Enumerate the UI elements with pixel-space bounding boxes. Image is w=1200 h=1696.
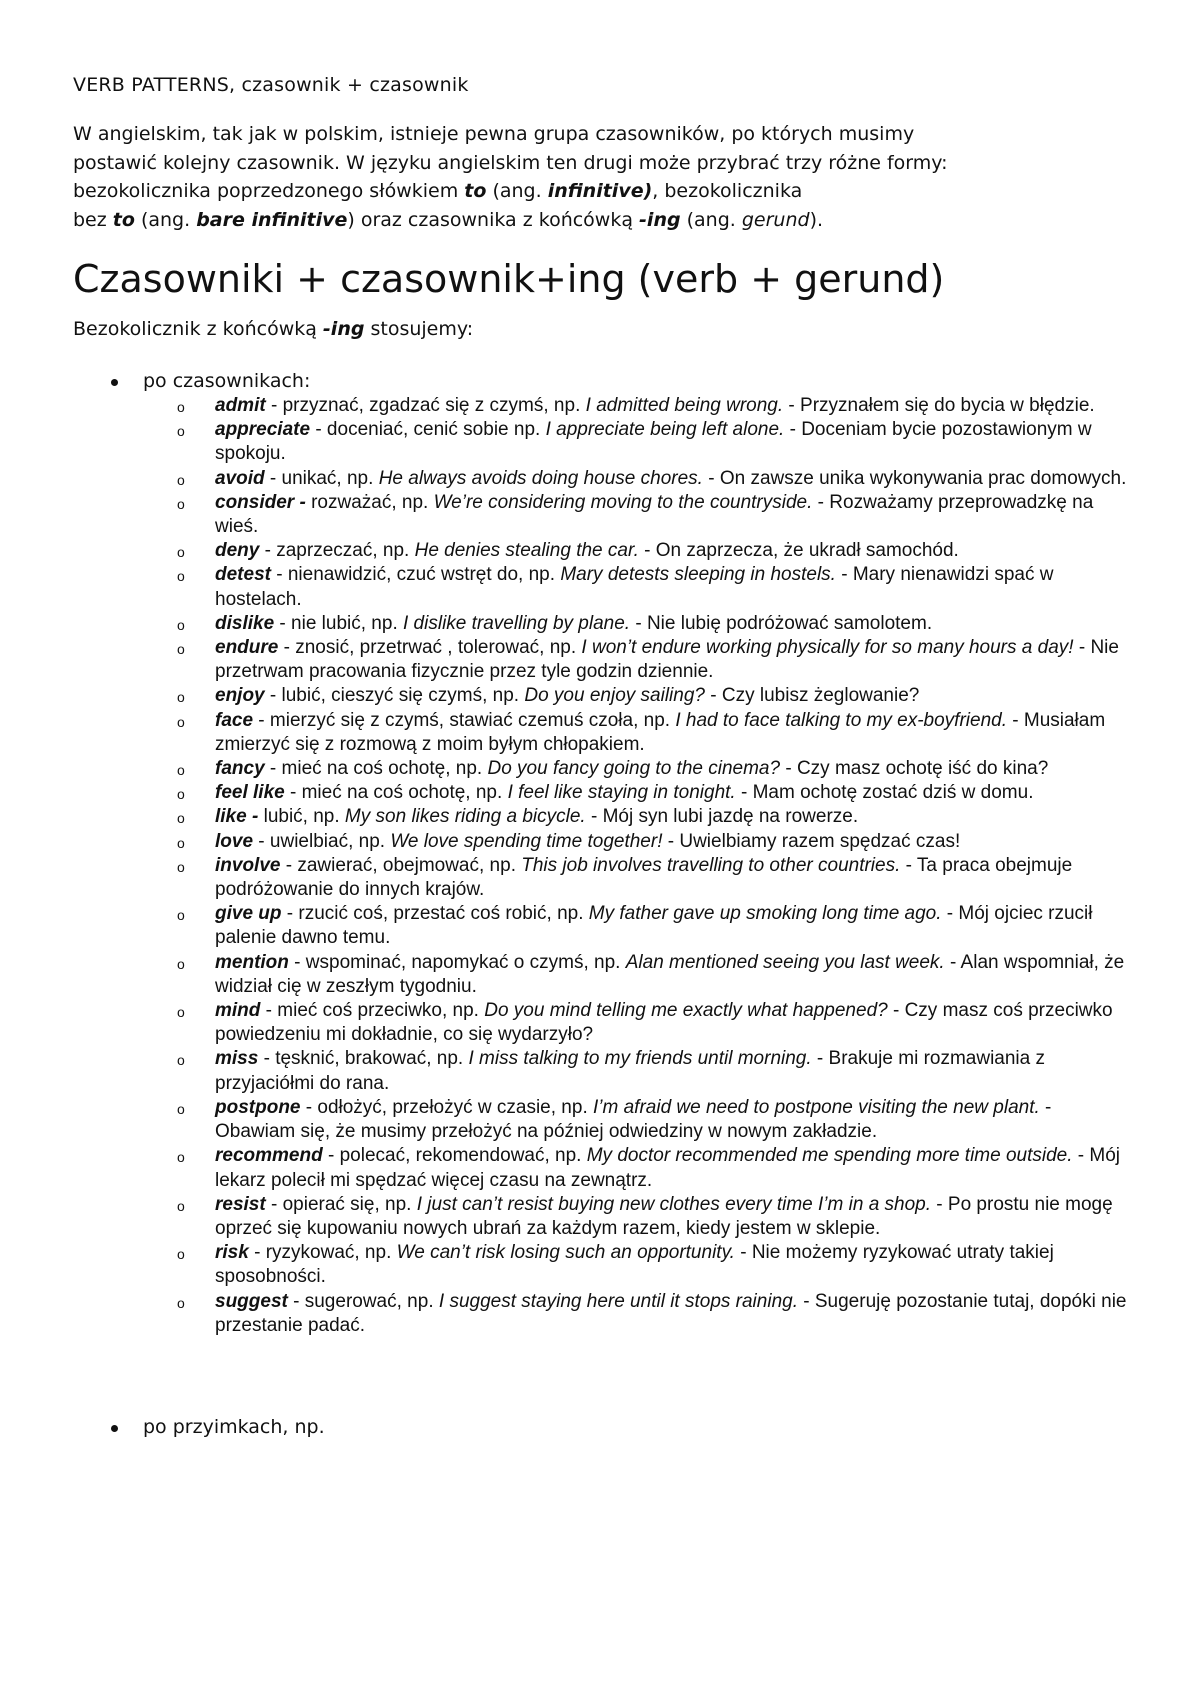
- verb-meaning: - odłożyć, przełożyć w czasie, np.: [300, 1096, 593, 1118]
- verb-translation: - Uwielbiamy razem spędzać czas!: [662, 830, 961, 852]
- verb-meaning: - opierać się, np.: [265, 1193, 417, 1215]
- verb-list-item: [143, 394, 1133, 418]
- verb-translation: - Nie możemy ryzykować utraty takiej sposobności.: [215, 1242, 1054, 1288]
- verb-list-item: [143, 757, 1133, 781]
- sub-bullet-icon: o: [177, 858, 185, 875]
- verb-example: My son likes riding a bicycle.: [344, 806, 586, 828]
- verb-translation: - Musiałam zmierzyć się z rozmową z moim byłym chłopakiem.: [215, 709, 1106, 755]
- verb-translation: - On zawsze unika wykonywania prac domowych.: [702, 467, 1127, 489]
- bullet-icon: [111, 379, 118, 386]
- verb-list-item: [143, 951, 1133, 999]
- verb-example: My doctor recommended me spending more time outside.: [586, 1145, 1073, 1167]
- verb-meaning: - mieć na coś ochotę, np.: [264, 758, 488, 780]
- verb-term: fancy: [215, 758, 265, 780]
- verb-term: avoid: [215, 467, 265, 489]
- verb-example: This job involves travelling to other countries.: [521, 854, 901, 876]
- verb-example: I just can’t resist buying new clothes every time I’m in a shop.: [416, 1193, 932, 1215]
- verb-translation: - Czy masz coś przeciwko powiedzeniu mi dokładnie, co się wydarzyło?: [215, 1000, 1113, 1046]
- verb-meaning: - nie lubić, np.: [274, 612, 403, 634]
- verb-meaning: - tęsknić, brakować, np.: [258, 1048, 469, 1070]
- verb-meaning: - mieć na coś ochotę, np.: [284, 782, 508, 804]
- verb-term: detest: [215, 564, 271, 586]
- intro-line: bezokolicznika poprzedzonego słówkiem to (ang. infinitive), bezokolicznika: [73, 180, 803, 202]
- sub-bullet-icon: o: [177, 907, 185, 924]
- usage-item-verbs: [73, 370, 1133, 1338]
- verb-example: He denies stealing the car.: [414, 540, 639, 562]
- verb-meaning: - zaprzeczać, np.: [259, 540, 415, 562]
- usage-item-prepositions: [73, 1416, 1133, 1438]
- verb-list-item: [143, 854, 1133, 902]
- verb-list-item: [143, 805, 1133, 829]
- verb-translation: - Mój ojciec rzucił palenie dawno temu.: [215, 903, 1093, 949]
- verb-translation: - Mary nienawidzi spać w hostelach.: [215, 564, 1054, 610]
- verb-example: I suggest staying here until it stops raining.: [438, 1290, 798, 1312]
- verb-example: I appreciate being left alone.: [545, 419, 785, 441]
- verb-term: love: [215, 830, 254, 852]
- verb-example: We love spending time together!: [390, 830, 663, 852]
- verb-example: My father gave up smoking long time ago.: [588, 903, 942, 925]
- sub-bullet-icon: o: [177, 689, 185, 706]
- verb-translation: - Obawiam się, że musimy przełożyć na później odwiedziny w nowym zakładzie.: [215, 1096, 1052, 1143]
- verb-list-item: [143, 999, 1133, 1047]
- sub-bullet-icon: o: [177, 423, 185, 440]
- verb-translation: - Nie lubię podróżować samolotem.: [630, 612, 933, 634]
- verb-meaning: lubić, np.: [258, 806, 345, 828]
- verb-meaning: - sugerować, np.: [287, 1290, 439, 1312]
- verb-translation: - Czy masz ochotę iść do kina?: [780, 758, 1049, 780]
- verb-translation: - Alan wspomniał, że widział cię w zeszłym tygodniu.: [215, 951, 1125, 997]
- usage-item-label: po przyimkach, np.: [143, 1415, 325, 1438]
- verb-term: suggest: [215, 1290, 288, 1312]
- sub-bullet-icon: o: [177, 568, 185, 585]
- verb-translation: - Nie przetrwam pracowania fizycznie przez tyle godzin dziennie.: [215, 637, 1119, 683]
- verb-list-item: [143, 563, 1133, 611]
- sub-bullet-icon: o: [177, 399, 185, 415]
- term-to: to: [464, 180, 487, 202]
- term-ing: -ing: [322, 318, 365, 340]
- verb-term: resist: [215, 1193, 266, 1215]
- sub-bullet-icon: o: [177, 1246, 185, 1263]
- verb-term: postpone: [215, 1096, 301, 1118]
- sub-bullet-icon: o: [177, 495, 185, 512]
- term-gerund: gerund: [741, 208, 810, 231]
- usage-item-label: po czasownikach:: [143, 370, 311, 392]
- verb-translation: - Mój syn lubi jazdę na rowerze.: [585, 806, 859, 828]
- verb-example: He always avoids doing house chores.: [378, 467, 703, 489]
- document-page: [73, 74, 1133, 1438]
- sub-bullet-icon: o: [177, 762, 185, 779]
- verb-list-item: [143, 1241, 1133, 1289]
- verb-translation: - On zaprzecza, że ukradł samochód.: [638, 540, 959, 562]
- verb-list-item: [143, 539, 1133, 563]
- verb-meaning: - unikać, np.: [264, 467, 379, 489]
- sub-bullet-icon: o: [177, 544, 185, 561]
- sub-bullet-icon: o: [177, 713, 185, 730]
- verb-translation: - Przyznałem się do bycia w błędzie.: [783, 395, 1095, 416]
- verb-example: I had to face talking to my ex-boyfriend.: [675, 709, 1007, 731]
- verb-example: Do you mind telling me exactly what happened?: [484, 1000, 888, 1022]
- verb-meaning: - lubić, cieszyć się czymś, np.: [264, 685, 525, 707]
- sub-bullet-icon: o: [177, 1197, 185, 1214]
- document-title: VERB PATTERNS, czasownik + czasownik: [73, 74, 469, 96]
- section-heading: Czasowniki + czasownik+ing (verb + gerund): [73, 257, 945, 301]
- sub-bullet-icon: o: [177, 955, 185, 972]
- verb-list-item: [143, 781, 1133, 805]
- verb-list-item: [143, 1193, 1133, 1241]
- bullet-icon: [111, 1425, 118, 1432]
- verb-meaning: - polecać, rekomendować, np.: [322, 1145, 587, 1167]
- verb-term: endure: [215, 637, 279, 659]
- verb-term: miss: [215, 1048, 259, 1070]
- verb-meaning: - uwielbiać, np.: [253, 830, 391, 852]
- verb-list-item: [143, 1096, 1133, 1144]
- verb-example: I won’t endure working physically for so many hours a day!: [581, 637, 1074, 659]
- sub-bullet-icon: o: [177, 810, 185, 827]
- verb-list-item: [143, 491, 1133, 539]
- verb-example: We can’t risk losing such an opportunity.: [396, 1242, 735, 1264]
- verb-example: Do you enjoy sailing?: [524, 685, 705, 707]
- verb-meaning: - mierzyć się z czymś, stawiać czemuś czoła, np.: [253, 709, 676, 731]
- verb-list-item: [143, 418, 1133, 466]
- sub-bullet-icon: o: [177, 1052, 185, 1069]
- sub-bullet-icon: o: [177, 616, 185, 633]
- verb-term: appreciate: [215, 419, 311, 441]
- verb-list-item: [143, 636, 1133, 684]
- verb-meaning: - doceniać, cenić sobie np.: [310, 419, 546, 441]
- verb-term: dislike: [215, 612, 275, 634]
- verb-term: mention: [215, 951, 289, 973]
- verb-list-item: [143, 1144, 1133, 1192]
- verb-example: Mary detests sleeping in hostels.: [560, 564, 836, 586]
- verb-list-item: [143, 612, 1133, 636]
- verb-list-item: [143, 1290, 1133, 1338]
- verb-term: recommend: [215, 1145, 323, 1167]
- verb-meaning: - nienawidzić, czuć wstręt do, np.: [270, 564, 561, 586]
- verb-term: enjoy: [215, 685, 265, 707]
- sub-bullet-icon: o: [177, 1149, 185, 1166]
- verb-term: give up: [215, 903, 282, 925]
- verb-list: [143, 394, 1133, 1338]
- verb-list-item: [143, 709, 1133, 757]
- verb-list-item: [143, 684, 1133, 708]
- verb-meaning: - rzucić coś, przestać coś robić, np.: [281, 903, 589, 925]
- verb-example: Alan mentioned seeing you last week.: [625, 951, 945, 973]
- verb-example: I feel like staying in tonight.: [507, 782, 736, 804]
- verb-example: We’re considering moving to the countryside.: [433, 491, 813, 513]
- verb-list-item: [143, 1047, 1133, 1095]
- intro-line: postawić kolejny czasownik. W języku angielskim ten drugi może przybrać trzy różne formy:: [73, 151, 948, 174]
- sub-bullet-icon: o: [177, 1100, 185, 1117]
- verb-meaning: - znosić, przetrwać , tolerować, np.: [278, 637, 582, 659]
- verb-translation: - Ta praca obejmuje podróżowanie do innych krajów.: [215, 854, 1073, 901]
- intro-line: bez to (ang. bare infinitive) oraz czasownika z końcówką -ing (ang. gerund).: [73, 208, 824, 231]
- term-infinitive: infinitive): [547, 180, 653, 202]
- verb-translation: - Mam ochotę zostać dziś w domu.: [735, 782, 1034, 804]
- verb-example: I admitted being wrong.: [585, 395, 784, 416]
- verb-meaning: - mieć coś przeciwko, np.: [260, 1000, 485, 1022]
- sub-bullet-icon: o: [177, 1004, 185, 1021]
- verb-term: admit: [215, 395, 266, 416]
- verb-term: risk: [215, 1242, 249, 1264]
- verb-meaning: - ryzykować, np.: [248, 1242, 397, 1264]
- verb-list-item: [143, 467, 1133, 491]
- verb-translation: - Sugeruję pozostanie tutaj, dopóki nie przestanie padać.: [215, 1290, 1127, 1336]
- verb-term: involve: [215, 854, 281, 876]
- verb-example: I miss talking to my friends until morning.: [468, 1048, 812, 1070]
- verb-meaning: - zawierać, obejmować, np.: [280, 854, 522, 876]
- verb-term: consider -: [215, 491, 306, 513]
- sub-bullet-icon: o: [177, 471, 185, 488]
- verb-example: I dislike travelling by plane.: [403, 612, 631, 634]
- term-bare-infinitive: bare infinitive: [196, 208, 348, 231]
- verb-term: like -: [215, 806, 259, 828]
- verb-translation: - Mój lekarz polecił mi spędzać więcej czasu na zewnątrz.: [215, 1145, 1121, 1191]
- verb-meaning: - przyznać, zgadzać się z czymś, np.: [265, 395, 586, 416]
- verb-translation: - Czy lubisz żeglowanie?: [704, 685, 920, 707]
- sub-bullet-icon: o: [177, 834, 185, 851]
- verb-translation: - Po prostu nie mogę oprzeć się kupowaniu nowych ubrań za każdym razem, kiedy jestem w sklepie.: [215, 1193, 1113, 1239]
- verb-list-item: [143, 830, 1133, 854]
- verb-meaning: rozważać, np.: [305, 491, 434, 513]
- intro-paragraph: [73, 120, 1133, 234]
- verb-translation: - Brakuje mi rozmawiania z przyjaciółmi do rana.: [215, 1048, 1045, 1094]
- verb-term: face: [215, 709, 254, 731]
- verb-translation: - Doceniam bycie pozostawionym w spokoju.: [215, 419, 1092, 465]
- usage-list: [73, 370, 1133, 1438]
- verb-meaning: - wspominać, napomykać o czymś, np.: [288, 951, 626, 973]
- verb-term: deny: [215, 540, 260, 562]
- intro-line: W angielskim, tak jak w polskim, istnieje pewna grupa czasowników, po których musimy: [73, 123, 915, 145]
- sub-bullet-icon: o: [177, 1294, 185, 1311]
- verb-translation: - Rozważamy przeprowadzkę na wieś.: [215, 491, 1094, 538]
- section-lead: Bezokolicznik z końcówką -ing stosujemy:: [73, 318, 474, 340]
- term-ing: -ing: [639, 208, 681, 231]
- term-to: to: [112, 208, 135, 231]
- verb-list-item: [143, 902, 1133, 950]
- sub-bullet-icon: o: [177, 786, 185, 803]
- verb-term: feel like: [215, 782, 285, 804]
- verb-example: Do you fancy going to the cinema?: [487, 758, 781, 780]
- sub-bullet-icon: o: [177, 641, 185, 658]
- verb-example: I’m afraid we need to postpone visiting the new plant.: [593, 1096, 1040, 1118]
- verb-term: mind: [215, 1000, 261, 1022]
